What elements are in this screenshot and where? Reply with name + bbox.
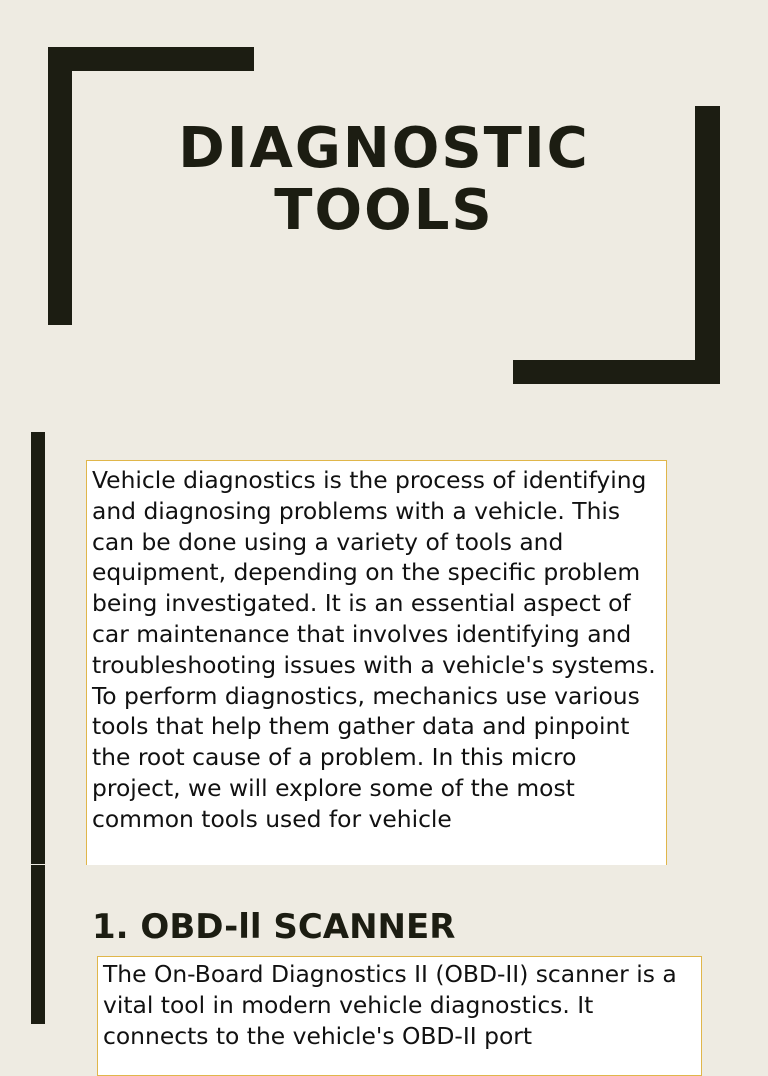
intro-paragraph-1: Vehicle diagnostics is the process of identifying and diagnosing problems with a vehicle. This can be done using a variety of tools and equipment, depending on the specific problem being investigated. It is an essential aspect of car maintenance that involves identifying and troubleshooting issues with a vehicle's systems.: [92, 466, 656, 679]
title-line-2: TOOLS: [274, 178, 494, 243]
title-slide: [0, 0, 768, 432]
obd-paragraph: The On-Board Diagnostics II (OBD-II) scanner is a vital tool in modern vehicle diagnostics. It connects to the vehicle's OBD-II port: [103, 960, 677, 1050]
obd-textbox: [97, 956, 702, 1076]
frame-corner-bottom-right-horizontal: [513, 360, 720, 384]
title-line-1: DIAGNOSTIC: [178, 116, 590, 181]
section-heading: 1. OBD-ll SCANNER: [92, 907, 456, 947]
page-title: [0, 118, 768, 242]
intro-slide: [0, 432, 768, 864]
left-accent-bar: [31, 432, 45, 864]
intro-paragraph-2: To perform diagnostics, mechanics use various tools that help them gather data and pinpoint the root cause of a problem. In this micro project, we will explore some of the most common tools used for vehicle: [92, 681, 640, 833]
left-accent-bar: [31, 865, 45, 1024]
obd-slide: [0, 865, 768, 1050]
intro-textbox: [86, 460, 667, 880]
frame-corner-top-left-horizontal: [48, 47, 254, 71]
